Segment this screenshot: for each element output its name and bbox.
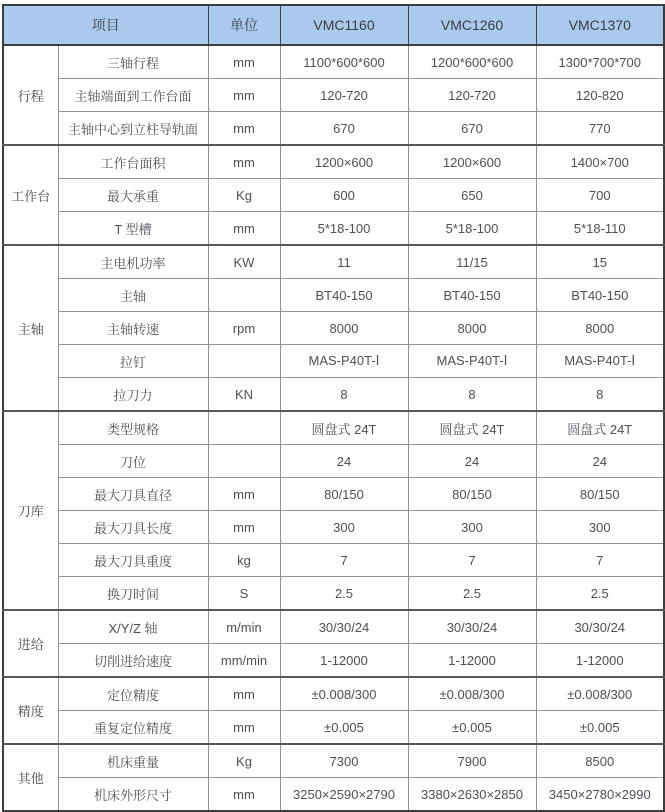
unit-cell: KW [208,245,280,279]
value-cell: 670 [280,112,408,146]
value-cell: 2.5 [408,577,536,611]
spec-table [2,4,665,812]
unit-cell: S [208,577,280,611]
value-cell: 24 [280,445,408,478]
value-cell: MAS-P40T-Ⅰ [280,345,408,378]
group-label: 进给 [3,610,58,677]
item-cell: 最大承重 [58,179,208,212]
item-cell: 切削进给速度 [58,644,208,678]
value-cell: 2.5 [280,577,408,611]
table-row [3,610,664,644]
group-label: 其他 [3,744,58,811]
value-cell: 3380×2630×2850 [408,778,536,812]
value-cell: ±0.005 [280,711,408,745]
value-cell: 1-12000 [536,644,664,678]
value-cell: 120-820 [536,79,664,112]
table-row [3,79,664,112]
group-label: 刀库 [3,411,58,610]
table-row [3,478,664,511]
item-cell: 刀位 [58,445,208,478]
unit-cell [208,445,280,478]
value-cell: 7300 [280,744,408,778]
value-cell: BT40-150 [408,279,536,312]
header-row [3,5,664,45]
group-label: 工作台 [3,145,58,245]
unit-cell: mm [208,711,280,745]
item-cell: 类型规格 [58,411,208,445]
item-cell: 拉钉 [58,345,208,378]
header-model-vmc1260: VMC1260 [408,5,536,45]
value-cell: 1200*600*600 [408,45,536,79]
value-cell: 圆盘式 24T [280,411,408,445]
value-cell: 8 [536,378,664,412]
value-cell: MAS-P40T-Ⅰ [408,345,536,378]
value-cell: 80/150 [280,478,408,511]
value-cell: ±0.008/300 [280,677,408,711]
unit-cell: Kg [208,744,280,778]
header-unit: 单位 [208,5,280,45]
item-cell: 定位精度 [58,677,208,711]
unit-cell: mm [208,112,280,146]
value-cell: 7 [280,544,408,577]
item-cell: 主轴 [58,279,208,312]
value-cell: 7 [536,544,664,577]
table-row [3,577,664,611]
table-row [3,279,664,312]
value-cell: 120-720 [280,79,408,112]
table-row [3,411,664,445]
item-cell: 机床重量 [58,744,208,778]
unit-cell: mm [208,45,280,79]
value-cell: 1200×600 [408,145,536,179]
value-cell: 670 [408,112,536,146]
spec-table-body [3,45,664,811]
table-row [3,45,664,79]
item-cell: 主轴中心到立柱导轨面 [58,112,208,146]
value-cell: 8000 [280,312,408,345]
item-cell: T 型槽 [58,212,208,246]
unit-cell [208,279,280,312]
value-cell: 30/30/24 [408,610,536,644]
unit-cell: Kg [208,179,280,212]
header-model-vmc1370: VMC1370 [536,5,664,45]
value-cell: 7900 [408,744,536,778]
value-cell: 1-12000 [280,644,408,678]
value-cell: 8000 [536,312,664,345]
unit-cell: kg [208,544,280,577]
table-row [3,112,664,146]
value-cell: 24 [408,445,536,478]
unit-cell [208,411,280,445]
item-cell: 主轴端面到工作台面 [58,79,208,112]
item-cell: 拉刀力 [58,378,208,412]
item-cell: 机床外形尺寸 [58,778,208,812]
value-cell: BT40-150 [280,279,408,312]
value-cell: 600 [280,179,408,212]
value-cell: 120-720 [408,79,536,112]
unit-cell: KN [208,378,280,412]
table-row [3,312,664,345]
value-cell: 7 [408,544,536,577]
value-cell: 30/30/24 [280,610,408,644]
item-cell: 三轴行程 [58,45,208,79]
value-cell: 300 [536,511,664,544]
unit-cell: rpm [208,312,280,345]
table-row [3,711,664,745]
table-row [3,179,664,212]
unit-cell: mm [208,212,280,246]
item-cell: 最大刀具重度 [58,544,208,577]
value-cell: 8 [408,378,536,412]
value-cell: ±0.008/300 [408,677,536,711]
table-row [3,644,664,678]
item-cell: X/Y/Z 轴 [58,610,208,644]
table-row [3,778,664,812]
table-row [3,744,664,778]
group-label: 精度 [3,677,58,744]
group-label: 主轴 [3,245,58,411]
table-row [3,345,664,378]
value-cell: ±0.008/300 [536,677,664,711]
value-cell: 5*18-110 [536,212,664,246]
value-cell: ±0.005 [408,711,536,745]
item-cell: 主电机功率 [58,245,208,279]
value-cell: 770 [536,112,664,146]
value-cell: 1200×600 [280,145,408,179]
table-row [3,378,664,412]
value-cell: 圆盘式 24T [408,411,536,445]
value-cell: 1100*600*600 [280,45,408,79]
unit-cell: mm [208,677,280,711]
value-cell: 24 [536,445,664,478]
value-cell: 80/150 [536,478,664,511]
table-row [3,677,664,711]
value-cell: 1400×700 [536,145,664,179]
header-item: 项目 [3,5,208,45]
unit-cell: mm [208,478,280,511]
table-row [3,445,664,478]
value-cell: BT40-150 [536,279,664,312]
header-model-vmc1160: VMC1160 [280,5,408,45]
value-cell: 1-12000 [408,644,536,678]
value-cell: 圆盘式 24T [536,411,664,445]
value-cell: 300 [408,511,536,544]
unit-cell: m/min [208,610,280,644]
value-cell: 11/15 [408,245,536,279]
group-label: 行程 [3,45,58,145]
value-cell: 8000 [408,312,536,345]
value-cell: 2.5 [536,577,664,611]
value-cell: 11 [280,245,408,279]
value-cell: 5*18-100 [280,212,408,246]
value-cell: ±0.005 [536,711,664,745]
value-cell: MAS-P40T-Ⅰ [536,345,664,378]
value-cell: 1300*700*700 [536,45,664,79]
item-cell: 重复定位精度 [58,711,208,745]
table-row [3,212,664,246]
value-cell: 3450×2780×2990 [536,778,664,812]
unit-cell: mm/min [208,644,280,678]
value-cell: 300 [280,511,408,544]
table-row [3,145,664,179]
unit-cell: mm [208,145,280,179]
value-cell: 30/30/24 [536,610,664,644]
value-cell: 80/150 [408,478,536,511]
value-cell: 8500 [536,744,664,778]
table-row [3,245,664,279]
value-cell: 8 [280,378,408,412]
unit-cell: mm [208,79,280,112]
value-cell: 15 [536,245,664,279]
value-cell: 650 [408,179,536,212]
table-row [3,511,664,544]
unit-cell: mm [208,511,280,544]
table-row [3,544,664,577]
item-cell: 最大刀具长度 [58,511,208,544]
item-cell: 工作台面积 [58,145,208,179]
item-cell: 换刀时间 [58,577,208,611]
value-cell: 5*18-100 [408,212,536,246]
item-cell: 主轴转速 [58,312,208,345]
value-cell: 3250×2590×2790 [280,778,408,812]
unit-cell: mm [208,778,280,812]
unit-cell [208,345,280,378]
item-cell: 最大刀具直径 [58,478,208,511]
value-cell: 700 [536,179,664,212]
